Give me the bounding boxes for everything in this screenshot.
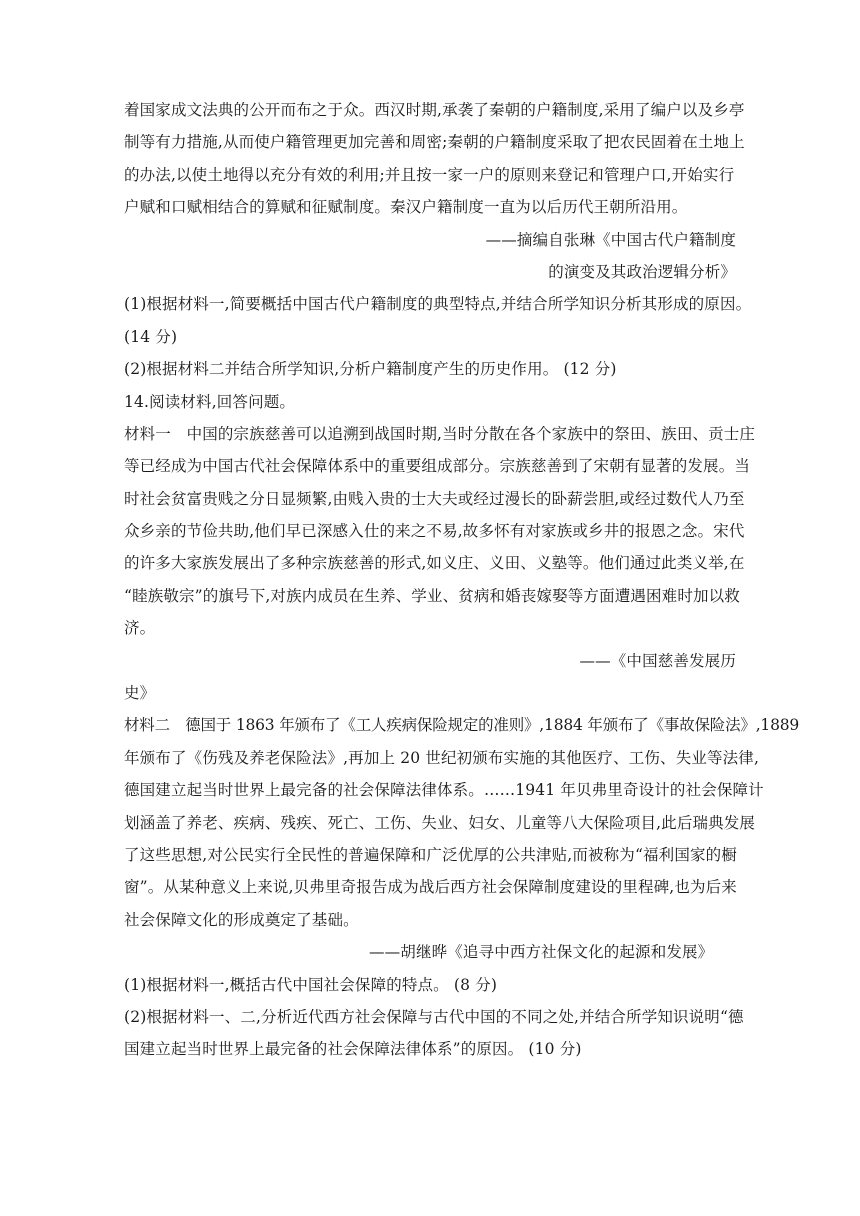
question-heading: 14.阅读材料,回答问题。 [124, 392, 296, 411]
source-citation: 的演变及其政治逻辑分析》 [548, 262, 736, 281]
paragraph-line: 材料一 中国的宗族慈善可以追溯到战国时期,当时分散在各个家族中的祭田、族田、贡士庄 [124, 424, 756, 443]
question-line: (1)根据材料一,概括古代中国社会保障的特点。 (8 分) [124, 975, 498, 994]
paragraph-line: 划涵盖了养老、疾病、残疾、死亡、工伤、失业、妇女、儿童等八大保险项目,此后瑞典发展 [124, 813, 756, 832]
question-line: 国建立起当时世界上最完备的社会保障法律体系”的原因。 (10 分) [124, 1040, 582, 1059]
paragraph-line: 窗”。从某种意义上来说,贝弗里奇报告成为战后西方社会保障制度建设的里程碑,也为后来 [124, 878, 737, 897]
paragraph-line: 材料二 德国于 1863 年颁布了《工人疾病保险规定的准则》,1884 年颁布了《事故保险法》,1889 [124, 716, 800, 735]
paragraph-line: 济。 [124, 619, 156, 638]
paragraph-line: 制等有力措施,从而使户籍管理更加完善和周密;秦朝的户籍制度采取了把农民固着在土地上 [124, 133, 745, 152]
paragraph-line: 户赋和口赋相结合的算赋和征赋制度。秦汉户籍制度一直为以后历代王朝所沿用。 [124, 198, 688, 217]
document-page [124, 94, 800, 1066]
paragraph-line: 了这些思想,对公民实行全民性的普遍保障和广泛优厚的公共津贴,而被称为“福利国家的橱 [124, 845, 737, 864]
source-citation: ——胡继晔《追寻中西方社保文化的起源和发展》 [369, 943, 714, 962]
paragraph-line: 的办法,以使土地得以充分有效的利用;并且按一家一户的原则来登记和管理户口,开始实行 [124, 165, 735, 184]
paragraph-line: 德国建立起当时世界上最完备的社会保障法律体系。……1941 年贝弗里奇设计的社会保障计 [124, 781, 764, 800]
source-citation: ——《中国慈善发展历 [579, 651, 736, 670]
paragraph-line: 着国家成文法典的公开而布之于众。西汉时期,承袭了秦朝的户籍制度,采用了编户以及乡亭 [124, 101, 745, 119]
paragraph-line: 的许多大家族发展出了多种宗族慈善的形式,如义庄、义田、义塾等。他们通过此类义举,在 [124, 554, 745, 573]
question-line: (1)根据材料一,简要概括中国古代户籍制度的典型特点,并结合所学知识分析其形成的原因。 [124, 295, 752, 314]
paragraph-line: 众乡亲的节俭共助,他们早已深感入仕的来之不易,故多怀有对家族或乡井的报恩之念。宋代 [124, 522, 745, 541]
source-citation: ——摘编自张琳《中国古代户籍制度 [485, 230, 736, 249]
source-citation: 史》 [124, 684, 156, 703]
paragraph-line: 年颁布了《伤残及养老保险法》,再加上 20 世纪初颁布实施的其他医疗、工伤、失业等法律, [124, 748, 760, 767]
question-line: (2)根据材料二并结合所学知识,分析户籍制度产生的历史作用。 (12 分) [124, 360, 617, 379]
paragraph-line: “睦族敬宗”的旗号下,对族内成员在生养、学业、贫病和婚丧嫁娶等方面遭遇困难时加以救 [124, 586, 740, 605]
question-score: (14 分) [124, 327, 178, 346]
paragraph-line: 时社会贫富贵贱之分日显频繁,由贱入贵的士大夫或经过漫长的卧薪尝胆,或经过数代人乃至 [124, 489, 745, 508]
question-line: (2)根据材料一、二,分析近代西方社会保障与古代中国的不同之处,并结合所学知识说明“德 [124, 1007, 744, 1026]
paragraph-line: 等已经成为中国古代社会保障体系中的重要组成部分。宗族慈善到了宋朝有显著的发展。当 [124, 457, 751, 476]
paragraph-line: 社会保障文化的形成奠定了基础。 [124, 910, 359, 929]
